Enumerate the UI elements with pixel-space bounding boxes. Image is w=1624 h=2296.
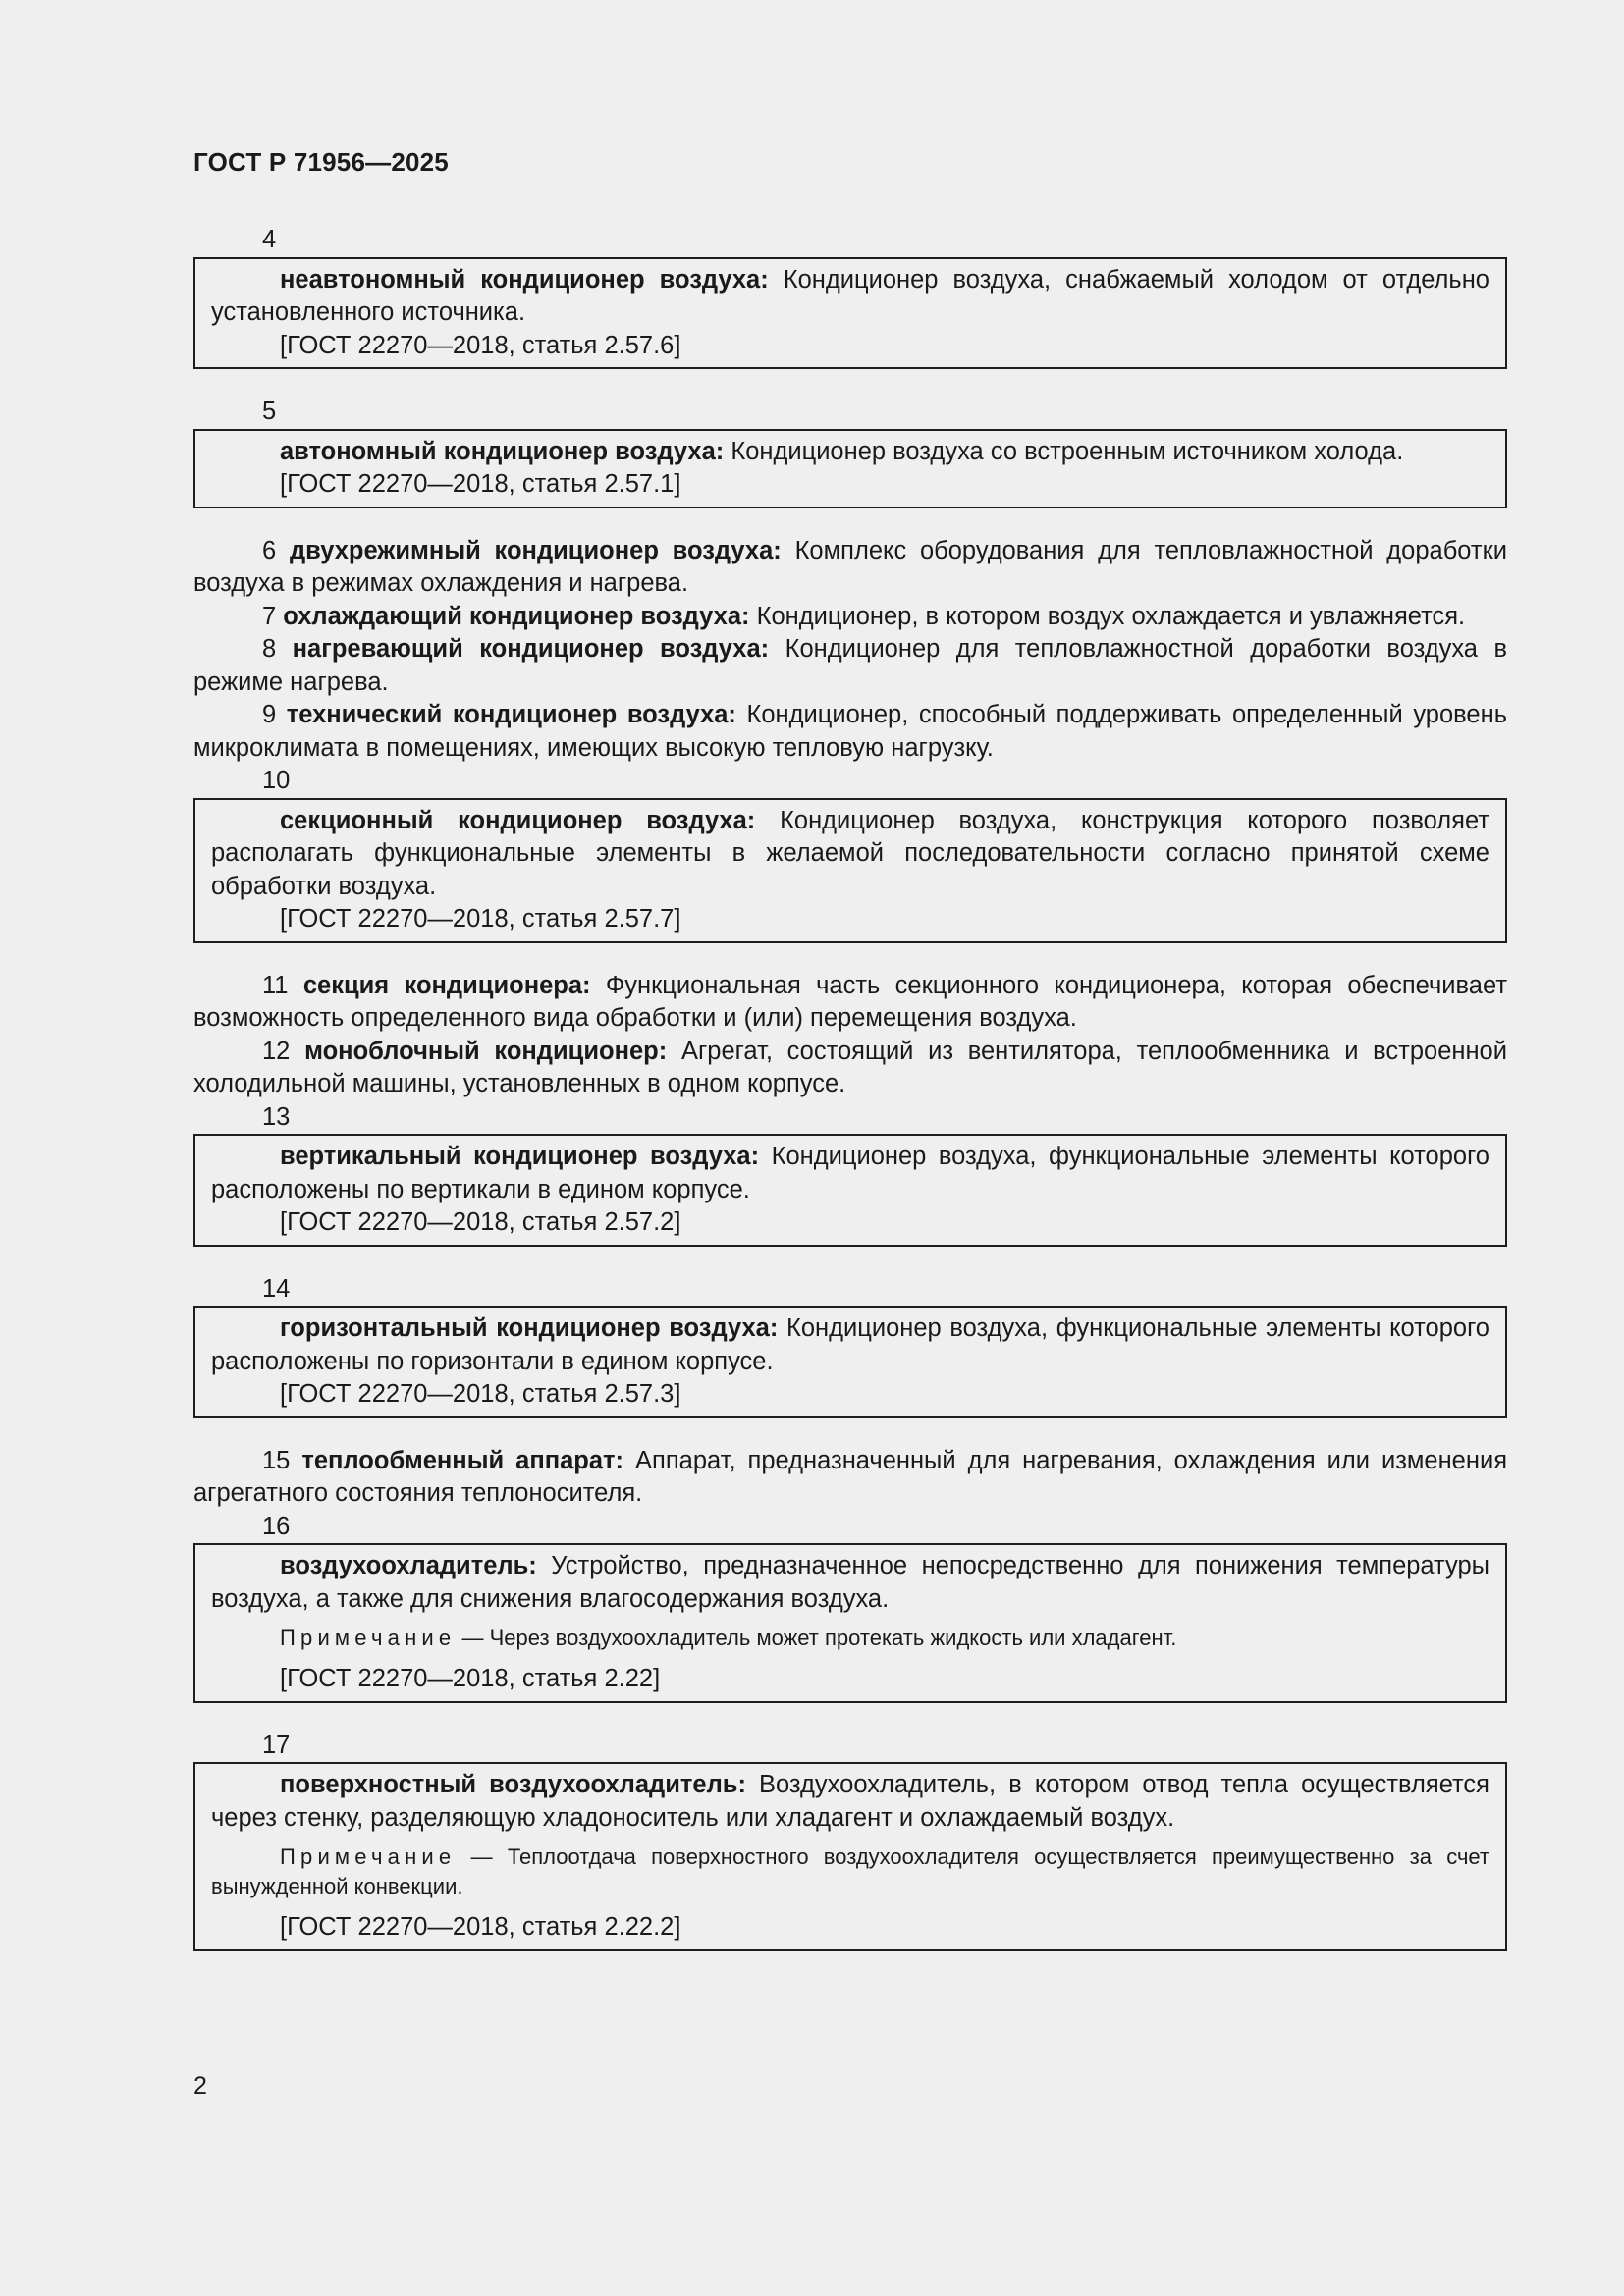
term-paragraph [193,633,1507,699]
entry-number: 4 [262,226,277,253]
note-text: — Через воздухоохладитель может протекать жидкость или хладагент. [461,1626,1177,1650]
term-name: секционный кондиционер воздуха: [280,806,756,834]
term-paragraph [193,970,1507,1036]
entry-number: 16 [262,1512,291,1540]
source-reference: [ГОСТ 22270—2018, статья 2.22] [280,1665,661,1692]
definition-paragraph [211,264,1489,330]
entry-number: 14 [262,1274,291,1303]
source-reference: [ГОСТ 22270—2018, статья 2.57.2] [280,1208,681,1236]
entry-number: 11 [262,971,289,999]
source-reference: [ГОСТ 22270—2018, статья 2.57.6] [280,331,681,359]
entry-number: 8 [262,635,277,663]
term-name: технический кондиционер воздуха: [286,701,736,728]
note-paragraph [211,1842,1489,1901]
definition-paragraph [211,1550,1489,1616]
terms-content [193,224,1507,1978]
source-reference: [ГОСТ 22270—2018, статья 2.22.2] [280,1913,681,1941]
term-paragraph [193,601,1507,634]
source-reference: [ГОСТ 22270—2018, статья 2.57.3] [280,1380,681,1408]
definition-paragraph [211,1769,1489,1835]
term-name: автономный кондиционер воздуха: [280,437,725,465]
entry-number: 5 [262,398,277,425]
term-definition: Комплекс оборудования для тепловлажностной доработки воздуха в режимах охлаждения и нагрева. [193,536,1507,597]
source-reference: [ГОСТ 22270—2018, статья 2.57.1] [280,470,681,498]
note-text: — Теплоотдача поверхностного воздухоохладителя осуществляется преимущественно за счет вынужденной конвекции. [211,1844,1489,1898]
term-paragraph [193,1036,1507,1101]
definition-paragraph [211,436,1489,469]
note-label: Примечание [280,1626,457,1650]
quoted-term-box [193,1134,1507,1247]
term-name: моноблочный кондиционер: [304,1037,668,1065]
entry-number: 17 [262,1731,291,1759]
term-paragraph [193,535,1507,601]
term-name: охлаждающий кондиционер воздуха: [283,602,750,630]
term-definition: Кондиционер воздуха, функциональные элементы которого расположены по горизонтали в едином корпусе. [211,1314,1489,1375]
term-name: поверхностный воздухоохладитель: [280,1771,746,1798]
entry-number: 15 [262,1446,291,1474]
note-label: Примечание [280,1844,457,1869]
term-paragraph [193,1445,1507,1511]
quoted-term-box [193,1543,1507,1703]
definition-paragraph [211,805,1489,904]
term-definition: Воздухоохладитель, в котором отвод тепла осуществляется через стенку, разделяющую хладоноситель или хладагент и охлаждаемый воздух. [211,1771,1489,1832]
term-definition: Кондиционер, в котором воздух охлаждается и увлажняется. [756,602,1466,630]
term-name: неавтономный кондиционер воздуха: [280,265,769,294]
term-definition: Агрегат, состоящий из вентилятора, теплообменника и встроенной холодильной машины, установленных в одном корпусе. [193,1037,1507,1097]
term-paragraph [193,699,1507,765]
quoted-term-box [193,257,1507,370]
quoted-term-box [193,798,1507,943]
term-name: воздухоохладитель: [280,1552,537,1579]
quoted-term-box [193,1762,1507,1951]
entry-number: 7 [262,602,277,630]
term-definition: Кондиционер воздуха, снабжаемый холодом от отдельно установленного источника. [211,265,1489,326]
page-number: 2 [193,2072,207,2100]
entry-number: 12 [262,1037,291,1065]
source-reference: [ГОСТ 22270—2018, статья 2.57.7] [280,905,681,933]
term-definition: Кондиционер воздуха, функциональные элементы которого расположены по вертикали в едином корпусе. [211,1143,1489,1203]
entry-number: 13 [262,1102,291,1131]
term-name: нагревающий кондиционер воздуха: [292,635,770,663]
term-name: теплообменный аппарат: [301,1446,624,1474]
term-name: двухрежимный кондиционер воздуха: [289,536,782,564]
term-definition: Кондиционер воздуха, конструкция которого позволяет располагать функциональные элементы в желаемой последовательности согласно принятой схеме обработки воздуха. [211,806,1489,900]
document-code-header: ГОСТ Р 71956—2025 [193,147,449,177]
term-name: секция кондиционера: [302,971,591,999]
quoted-term-box [193,429,1507,508]
entry-number: 10 [262,767,291,794]
term-definition: Аппарат, предназначенный для нагревания, охлаждения или изменения агрегатного состояния теплоносителя. [193,1446,1508,1507]
entry-number: 6 [262,536,277,564]
definition-paragraph [211,1141,1489,1206]
term-definition: Устройство, предназначенное непосредственно для понижения температуры воздуха, а также для снижения влагосодержания воздуха. [211,1552,1489,1613]
term-definition: Кондиционер воздуха со встроенным источником холода. [731,437,1404,465]
entry-number: 9 [262,701,277,728]
definition-paragraph [211,1312,1489,1378]
term-definition: Кондиционер для тепловлажностной доработки воздуха в режиме нагрева. [193,635,1507,696]
term-definition: Функциональная часть секционного кондиционера, которая обеспечивает возможность определенного вида обработки и (или) перемещения воздуха. [193,971,1507,1032]
note-paragraph [211,1624,1489,1653]
term-name: вертикальный кондиционер воздуха: [280,1143,760,1170]
term-definition: Кондиционер, способный поддерживать определенный уровень микроклимата в помещениях, имеющих высокую тепловую нагрузку. [193,701,1507,762]
quoted-term-box [193,1306,1507,1418]
term-name: горизонтальный кондиционер воздуха: [280,1314,779,1342]
